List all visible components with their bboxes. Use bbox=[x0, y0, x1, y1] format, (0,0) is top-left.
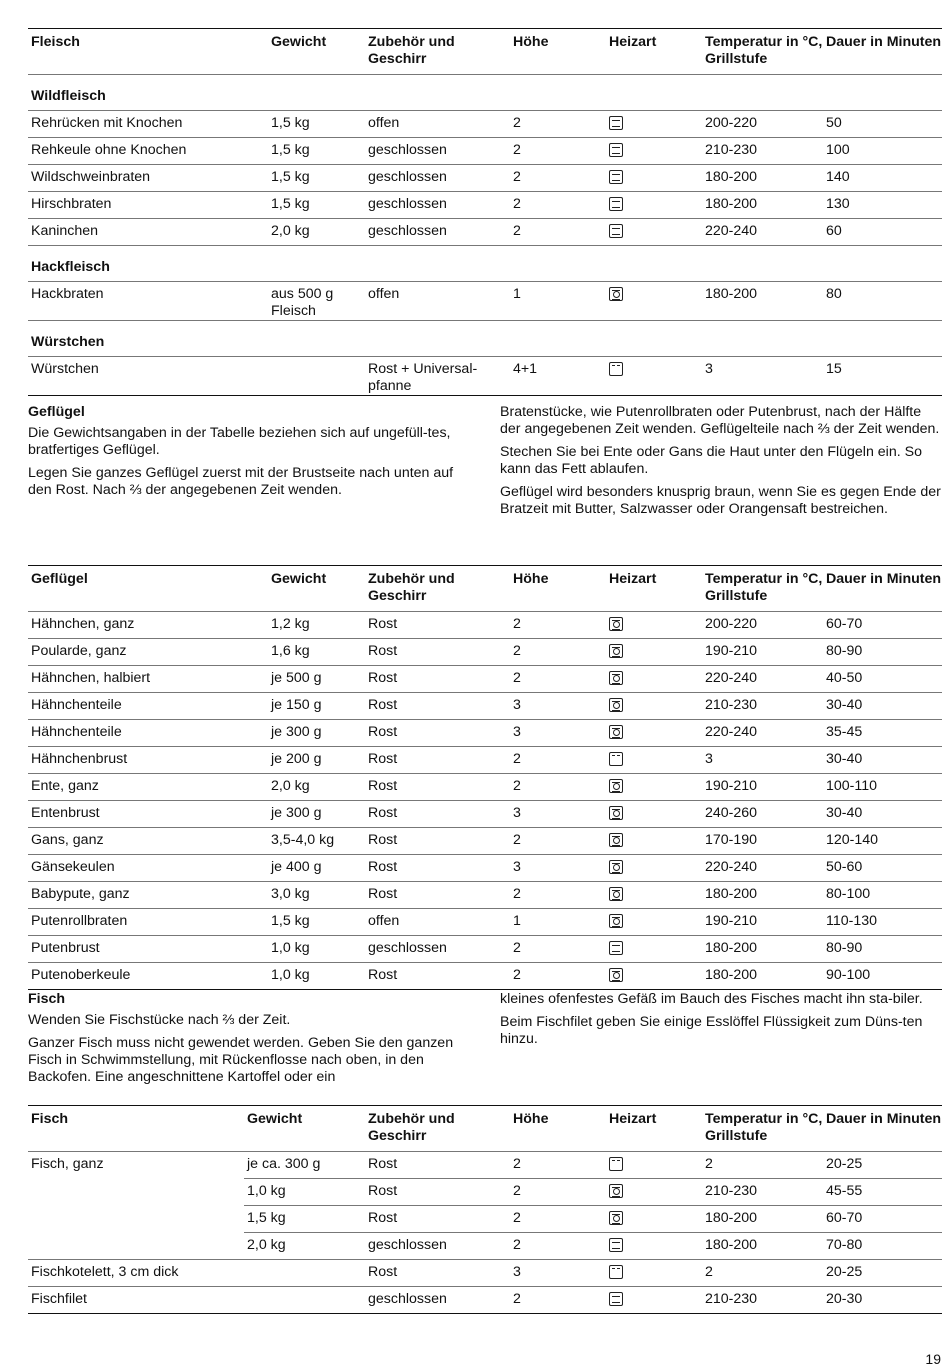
fan-heat-icon bbox=[609, 725, 623, 739]
weight-cell: je ca. 300 g bbox=[244, 1152, 365, 1179]
duration-cell: 20-30 bbox=[823, 1287, 942, 1314]
col-header: Höhe bbox=[513, 34, 549, 50]
weight-cell bbox=[244, 1260, 365, 1287]
table-row bbox=[28, 828, 942, 855]
duration-cell: 100 bbox=[823, 138, 942, 165]
item-name-cell: Rehrücken mit Knochen bbox=[28, 111, 268, 138]
weight-cell: aus 500 g Fleisch bbox=[268, 282, 365, 321]
accessory-cell: Rost bbox=[365, 1260, 510, 1287]
heating-mode-cell bbox=[606, 1152, 702, 1179]
item-name-cell: Fischfilet bbox=[28, 1287, 244, 1314]
heating-mode-cell bbox=[606, 774, 702, 801]
paragraph: Geflügel wird besonders knusprig braun, wenn Sie es gegen Ende der Bratzeit mit Butter, Salzwasser oder Orangensaft bestreichen. bbox=[500, 484, 941, 517]
col-header: Gewicht bbox=[247, 1111, 303, 1127]
item-name-cell: Fisch, ganz bbox=[31, 1156, 104, 1172]
fish-table bbox=[28, 1105, 942, 1314]
accessory-cell: Rost bbox=[365, 639, 510, 666]
fish-intro-left bbox=[28, 991, 473, 1092]
heating-mode-cell bbox=[606, 219, 702, 246]
heating-mode-cell bbox=[606, 639, 702, 666]
item-name-cell: Putenrollbraten bbox=[28, 909, 268, 936]
table-row bbox=[28, 111, 942, 138]
heating-mode-cell bbox=[606, 936, 702, 963]
table-row bbox=[28, 1206, 942, 1233]
accessory-cell: geschlossen bbox=[365, 1233, 510, 1260]
weight-cell: je 500 g bbox=[268, 666, 365, 693]
item-name-cell: Hackbraten bbox=[28, 282, 268, 321]
duration-cell: 40-50 bbox=[823, 666, 942, 693]
paragraph: Wenden Sie Fischstücke nach ⅔ der Zeit. bbox=[28, 1012, 291, 1028]
weight-cell: je 150 g bbox=[268, 693, 365, 720]
accessory-cell: Rost bbox=[365, 828, 510, 855]
accessory-cell: geschlossen bbox=[365, 1287, 510, 1314]
level-cell: 4+1 bbox=[510, 357, 606, 396]
temperature-cell: 180-200 bbox=[702, 1206, 823, 1233]
item-name-cell: Würstchen bbox=[28, 357, 268, 396]
section-heading: Würstchen bbox=[28, 321, 942, 357]
accessory-cell: Rost bbox=[365, 855, 510, 882]
item-name-cell: Fischkotelett, 3 cm dick bbox=[28, 1260, 244, 1287]
accessory-cell: Rost bbox=[365, 720, 510, 747]
accessory-cell: Rost bbox=[365, 747, 510, 774]
heating-mode-cell bbox=[606, 693, 702, 720]
top-bottom-heat-icon bbox=[609, 197, 623, 211]
temperature-cell: 180-200 bbox=[702, 282, 823, 321]
temperature-cell: 220-240 bbox=[702, 666, 823, 693]
col-header: Höhe bbox=[513, 1111, 549, 1127]
section-heading: Hackfleisch bbox=[28, 246, 942, 282]
accessory-cell: Rost + Universal-pfanne bbox=[365, 357, 510, 396]
temperature-cell: 180-200 bbox=[702, 1233, 823, 1260]
level-cell: 3 bbox=[510, 1260, 606, 1287]
level-cell: 2 bbox=[510, 612, 606, 639]
paragraph: Ganzer Fisch muss nicht gewendet werden. Geben Sie den ganzen Fisch in Schwimmstellung, mit Rückenflosse nach oben, in den Backofen. Eine angeschnittene Kartoffel oder ein bbox=[28, 1035, 454, 1085]
item-name-cell: Gänsekeulen bbox=[28, 855, 268, 882]
item-name-cell: Hähnchen, halbiert bbox=[28, 666, 268, 693]
fan-heat-icon bbox=[609, 779, 623, 793]
item-name-cell: Babypute, ganz bbox=[28, 882, 268, 909]
duration-cell: 80-90 bbox=[823, 639, 942, 666]
duration-cell: 20-25 bbox=[823, 1152, 942, 1179]
heating-mode-cell bbox=[606, 192, 702, 219]
level-cell: 2 bbox=[510, 747, 606, 774]
temperature-cell: 190-210 bbox=[702, 909, 823, 936]
accessory-cell: Rost bbox=[365, 801, 510, 828]
item-name-cell bbox=[28, 1179, 244, 1206]
accessory-cell: Rost bbox=[365, 1206, 510, 1233]
col-header: Gewicht bbox=[271, 34, 327, 50]
weight-cell: 1,0 kg bbox=[268, 936, 365, 963]
level-cell: 2 bbox=[510, 936, 606, 963]
temperature-cell: 2 bbox=[702, 1152, 823, 1179]
col-header: Temperatur in °C, Grillstufe bbox=[705, 1111, 823, 1144]
heating-mode-cell bbox=[606, 828, 702, 855]
temperature-cell: 210-230 bbox=[702, 1287, 823, 1314]
paragraph: Stechen Sie bei Ente oder Gans die Haut unter den Flügeln ein. So kann das Fett ablaufen. bbox=[500, 444, 922, 477]
accessory-cell: geschlossen bbox=[365, 936, 510, 963]
paragraph: Beim Fischfilet geben Sie einige Esslöffel Flüssigkeit zum Düns-ten hinzu. bbox=[500, 1014, 923, 1047]
temperature-cell: 210-230 bbox=[702, 138, 823, 165]
table-row bbox=[28, 747, 942, 774]
temperature-cell: 180-200 bbox=[702, 165, 823, 192]
table-row bbox=[28, 1233, 942, 1260]
weight-cell: 1,5 kg bbox=[268, 909, 365, 936]
item-name-cell: Ente, ganz bbox=[28, 774, 268, 801]
temperature-cell: 220-240 bbox=[702, 855, 823, 882]
heating-mode-cell bbox=[606, 282, 702, 321]
level-cell: 3 bbox=[510, 801, 606, 828]
fan-heat-icon bbox=[609, 860, 623, 874]
weight-cell: je 400 g bbox=[268, 855, 365, 882]
item-name-cell: Kaninchen bbox=[28, 219, 268, 246]
level-cell: 2 bbox=[510, 1287, 606, 1314]
accessory-cell: geschlossen bbox=[365, 138, 510, 165]
duration-cell: 130 bbox=[823, 192, 942, 219]
temperature-cell: 210-230 bbox=[702, 693, 823, 720]
table-row bbox=[28, 192, 942, 219]
fan-heat-icon bbox=[609, 287, 623, 301]
level-cell: 2 bbox=[510, 774, 606, 801]
accessory-cell: Rost bbox=[365, 963, 510, 990]
level-cell: 2 bbox=[510, 138, 606, 165]
table-row bbox=[28, 801, 942, 828]
weight-cell: je 300 g bbox=[268, 720, 365, 747]
item-name-cell bbox=[28, 1233, 244, 1260]
table-row bbox=[28, 720, 942, 747]
temperature-cell: 2 bbox=[702, 1260, 823, 1287]
accessory-cell: geschlossen bbox=[365, 192, 510, 219]
heating-mode-cell bbox=[606, 855, 702, 882]
col-header: Geflügel bbox=[31, 571, 88, 587]
temperature-cell: 200-220 bbox=[702, 111, 823, 138]
col-header: Heizart bbox=[609, 571, 657, 587]
table-row bbox=[28, 138, 942, 165]
col-header: Dauer in Minuten bbox=[826, 571, 942, 587]
level-cell: 2 bbox=[510, 165, 606, 192]
weight-cell: 2,0 kg bbox=[268, 774, 365, 801]
duration-cell: 45-55 bbox=[823, 1179, 942, 1206]
col-header: Zubehör und Geschirr bbox=[368, 34, 455, 67]
poultry-table bbox=[28, 565, 942, 990]
weight-cell: 1,5 kg bbox=[244, 1206, 365, 1233]
section-heading: Wildfleisch bbox=[28, 75, 942, 111]
fan-heat-icon bbox=[609, 1184, 623, 1198]
col-header: Dauer in Minuten bbox=[826, 1111, 942, 1127]
table-header bbox=[28, 29, 942, 75]
temperature-cell: 180-200 bbox=[702, 936, 823, 963]
grill-icon bbox=[609, 1265, 623, 1279]
fan-heat-icon bbox=[609, 698, 623, 712]
level-cell: 1 bbox=[510, 282, 606, 321]
paragraph: kleines ofenfestes Gefäß im Bauch des Fisches macht ihn sta-biler. bbox=[500, 991, 923, 1007]
item-name-cell: Wildschweinbraten bbox=[28, 165, 268, 192]
temperature-cell: 220-240 bbox=[702, 720, 823, 747]
table-row bbox=[28, 612, 942, 639]
accessory-cell: offen bbox=[365, 909, 510, 936]
heating-mode-cell bbox=[606, 882, 702, 909]
level-cell: 2 bbox=[510, 111, 606, 138]
duration-cell: 80-100 bbox=[823, 882, 942, 909]
temperature-cell: 170-190 bbox=[702, 828, 823, 855]
fan-heat-icon bbox=[609, 1211, 623, 1225]
table-header bbox=[28, 1106, 942, 1152]
item-name-cell: Putenbrust bbox=[28, 936, 268, 963]
heating-mode-cell bbox=[606, 666, 702, 693]
level-cell: 2 bbox=[510, 963, 606, 990]
weight-cell bbox=[244, 1287, 365, 1314]
fish-intro-right bbox=[500, 991, 942, 1054]
table-row bbox=[28, 774, 942, 801]
top-bottom-heat-icon bbox=[609, 941, 623, 955]
fan-heat-icon bbox=[609, 617, 623, 631]
weight-cell: 1,0 kg bbox=[268, 963, 365, 990]
accessory-cell: Rost bbox=[365, 693, 510, 720]
accessory-cell: offen bbox=[365, 282, 510, 321]
duration-cell: 80-90 bbox=[823, 936, 942, 963]
meat-table bbox=[28, 28, 942, 396]
col-header: Temperatur in °C, Grillstufe bbox=[705, 34, 823, 67]
col-header: Heizart bbox=[609, 1111, 657, 1127]
col-header: Dauer in Minuten bbox=[826, 34, 942, 50]
duration-cell: 60 bbox=[823, 219, 942, 246]
duration-cell: 140 bbox=[823, 165, 942, 192]
duration-cell: 35-45 bbox=[823, 720, 942, 747]
temperature-cell: 3 bbox=[702, 747, 823, 774]
heating-mode-cell bbox=[606, 1233, 702, 1260]
fan-heat-icon bbox=[609, 806, 623, 820]
table-row bbox=[28, 882, 942, 909]
section-title: Fisch bbox=[28, 991, 66, 1007]
weight-cell: je 300 g bbox=[268, 801, 365, 828]
duration-cell: 70-80 bbox=[823, 1233, 942, 1260]
level-cell: 2 bbox=[510, 666, 606, 693]
heating-mode-cell bbox=[606, 138, 702, 165]
poultry-intro-left bbox=[28, 404, 473, 505]
item-name-cell: Hähnchenteile bbox=[28, 720, 268, 747]
duration-cell: 30-40 bbox=[823, 801, 942, 828]
table-row bbox=[28, 282, 942, 321]
duration-cell: 50 bbox=[823, 111, 942, 138]
heating-mode-cell bbox=[606, 1206, 702, 1233]
table-row bbox=[28, 909, 942, 936]
table-row bbox=[28, 963, 942, 990]
grill-icon bbox=[609, 752, 623, 766]
table-row bbox=[28, 639, 942, 666]
table-row bbox=[28, 1260, 942, 1287]
level-cell: 2 bbox=[510, 1233, 606, 1260]
weight-cell: 2,0 kg bbox=[268, 219, 365, 246]
table-row bbox=[28, 855, 942, 882]
level-cell: 2 bbox=[510, 1152, 606, 1179]
level-cell: 2 bbox=[510, 1206, 606, 1233]
paragraph: Legen Sie ganzes Geflügel zuerst mit der Brustseite nach unten auf den Rost. Nach ⅔ der angegebenen Zeit wenden. bbox=[28, 465, 454, 498]
heating-mode-cell bbox=[606, 720, 702, 747]
table-row bbox=[28, 1179, 942, 1206]
table-row bbox=[28, 165, 942, 192]
table-row bbox=[28, 693, 942, 720]
temperature-cell: 210-230 bbox=[702, 1179, 823, 1206]
level-cell: 3 bbox=[510, 693, 606, 720]
duration-cell: 50-60 bbox=[823, 855, 942, 882]
level-cell: 2 bbox=[510, 192, 606, 219]
accessory-cell: Rost bbox=[365, 1152, 510, 1179]
accessory-cell: Rost bbox=[365, 666, 510, 693]
temperature-cell: 200-220 bbox=[702, 612, 823, 639]
accessory-cell: geschlossen bbox=[365, 219, 510, 246]
item-name-cell bbox=[28, 1206, 244, 1233]
accessory-cell: Rost bbox=[365, 774, 510, 801]
weight-cell: 1,5 kg bbox=[268, 165, 365, 192]
duration-cell: 90-100 bbox=[823, 963, 942, 990]
heating-mode-cell bbox=[606, 1179, 702, 1206]
item-name-cell: Hähnchenbrust bbox=[28, 747, 268, 774]
fan-heat-icon bbox=[609, 914, 623, 928]
item-name-cell: Gans, ganz bbox=[28, 828, 268, 855]
duration-cell: 20-25 bbox=[823, 1260, 942, 1287]
duration-cell: 100-110 bbox=[823, 774, 942, 801]
table-row bbox=[28, 1287, 942, 1314]
top-bottom-heat-icon bbox=[609, 116, 623, 130]
duration-cell: 30-40 bbox=[823, 693, 942, 720]
col-header: Fisch bbox=[31, 1111, 69, 1127]
level-cell: 1 bbox=[510, 909, 606, 936]
col-header: Gewicht bbox=[271, 571, 327, 587]
poultry-intro-right bbox=[500, 404, 942, 524]
weight-cell: 1,0 kg bbox=[244, 1179, 365, 1206]
accessory-cell: Rost bbox=[365, 612, 510, 639]
duration-cell: 120-140 bbox=[823, 828, 942, 855]
level-cell: 2 bbox=[510, 219, 606, 246]
weight-cell: 3,5-4,0 kg bbox=[268, 828, 365, 855]
accessory-cell: Rost bbox=[365, 882, 510, 909]
heating-mode-cell bbox=[606, 747, 702, 774]
top-bottom-heat-icon bbox=[609, 1292, 623, 1306]
weight-cell: 1,2 kg bbox=[268, 612, 365, 639]
duration-cell: 30-40 bbox=[823, 747, 942, 774]
top-bottom-heat-icon bbox=[609, 224, 623, 238]
weight-cell: 3,0 kg bbox=[268, 882, 365, 909]
col-header: Höhe bbox=[513, 571, 549, 587]
item-name-cell: Hähnchen, ganz bbox=[28, 612, 268, 639]
paragraph: Bratenstücke, wie Putenrollbraten oder Putenbrust, nach der Hälfte der angegebenen Zeit wenden. Geflügelteile nach ⅔ der Zeit wenden. bbox=[500, 404, 940, 437]
level-cell: 2 bbox=[510, 639, 606, 666]
item-name-cell: Rehkeule ohne Knochen bbox=[28, 138, 268, 165]
temperature-cell: 220-240 bbox=[702, 219, 823, 246]
fan-heat-icon bbox=[609, 833, 623, 847]
temperature-cell: 190-210 bbox=[702, 639, 823, 666]
duration-cell: 15 bbox=[823, 357, 942, 396]
table-row bbox=[28, 219, 942, 246]
col-header: Zubehör und Geschirr bbox=[368, 1111, 455, 1144]
grill-icon bbox=[609, 362, 623, 376]
weight-cell bbox=[268, 357, 365, 396]
top-bottom-heat-icon bbox=[609, 1238, 623, 1252]
table-row bbox=[28, 936, 942, 963]
page-number: 19 bbox=[925, 1351, 941, 1367]
heating-mode-cell bbox=[606, 165, 702, 192]
heating-mode-cell bbox=[606, 111, 702, 138]
heating-mode-cell bbox=[606, 963, 702, 990]
accessory-cell: Rost bbox=[365, 1179, 510, 1206]
level-cell: 2 bbox=[510, 1179, 606, 1206]
temperature-cell: 240-260 bbox=[702, 801, 823, 828]
item-name-cell: Hirschbraten bbox=[28, 192, 268, 219]
fan-heat-icon bbox=[609, 887, 623, 901]
temperature-cell: 180-200 bbox=[702, 882, 823, 909]
fan-heat-icon bbox=[609, 644, 623, 658]
weight-cell: 1,5 kg bbox=[268, 111, 365, 138]
temperature-cell: 190-210 bbox=[702, 774, 823, 801]
heating-mode-cell bbox=[606, 1287, 702, 1314]
heating-mode-cell bbox=[606, 612, 702, 639]
grill-icon bbox=[609, 1157, 623, 1171]
weight-cell: je 200 g bbox=[268, 747, 365, 774]
item-name-cell: Putenoberkeule bbox=[28, 963, 268, 990]
section-title: Geflügel bbox=[28, 404, 85, 420]
weight-cell: 2,0 kg bbox=[244, 1233, 365, 1260]
top-bottom-heat-icon bbox=[609, 143, 623, 157]
duration-cell: 110-130 bbox=[823, 909, 942, 936]
col-header: Zubehör und Geschirr bbox=[368, 571, 455, 604]
accessory-cell: offen bbox=[365, 111, 510, 138]
temperature-cell: 3 bbox=[702, 357, 823, 396]
col-header: Heizart bbox=[609, 34, 657, 50]
temperature-cell: 180-200 bbox=[702, 192, 823, 219]
table-row bbox=[28, 357, 942, 396]
weight-cell: 1,5 kg bbox=[268, 138, 365, 165]
table-row bbox=[28, 666, 942, 693]
level-cell: 2 bbox=[510, 828, 606, 855]
weight-cell: 1,6 kg bbox=[268, 639, 365, 666]
table-header bbox=[28, 566, 942, 612]
level-cell: 3 bbox=[510, 720, 606, 747]
duration-cell: 80 bbox=[823, 282, 942, 321]
item-name-cell: Hähnchenteile bbox=[28, 693, 268, 720]
paragraph: Die Gewichtsangaben in der Tabelle beziehen sich auf ungefüll-tes, bratfertiges Geflügel. bbox=[28, 425, 451, 458]
accessory-cell: geschlossen bbox=[365, 165, 510, 192]
weight-cell: 1,5 kg bbox=[268, 192, 365, 219]
item-name-cell: Poularde, ganz bbox=[28, 639, 268, 666]
table-row bbox=[28, 1152, 942, 1179]
duration-cell: 60-70 bbox=[823, 612, 942, 639]
col-header: Temperatur in °C, Grillstufe bbox=[705, 571, 823, 604]
heating-mode-cell bbox=[606, 909, 702, 936]
duration-cell: 60-70 bbox=[823, 1206, 942, 1233]
heating-mode-cell bbox=[606, 357, 702, 396]
level-cell: 2 bbox=[510, 882, 606, 909]
item-name-cell: Entenbrust bbox=[28, 801, 268, 828]
fan-heat-icon bbox=[609, 968, 623, 982]
heating-mode-cell bbox=[606, 801, 702, 828]
temperature-cell: 180-200 bbox=[702, 963, 823, 990]
heating-mode-cell bbox=[606, 1260, 702, 1287]
fan-heat-icon bbox=[609, 671, 623, 685]
top-bottom-heat-icon bbox=[609, 170, 623, 184]
col-header: Fleisch bbox=[31, 34, 80, 50]
level-cell: 3 bbox=[510, 855, 606, 882]
